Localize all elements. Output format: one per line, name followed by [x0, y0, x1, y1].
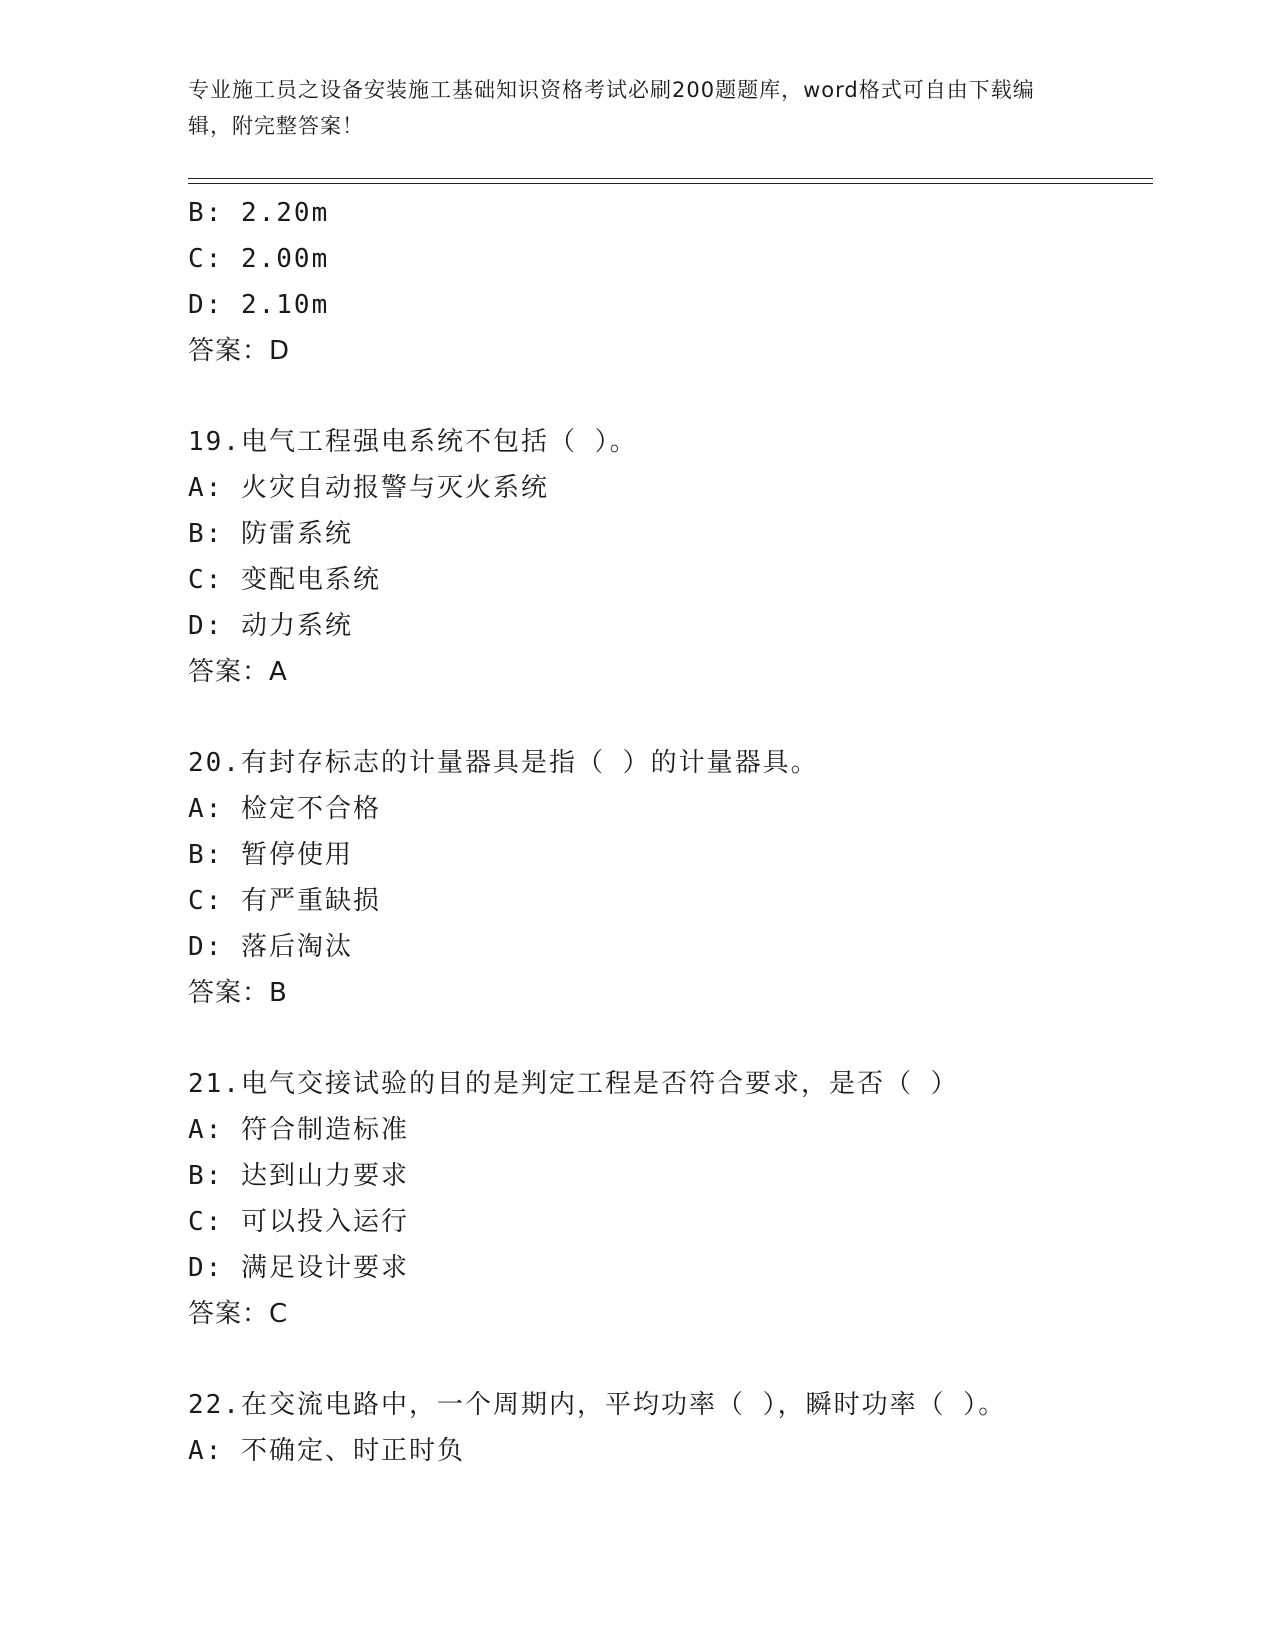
option-d: D: 动力系统 [188, 611, 353, 641]
option-a: A: 符合制造标准 [188, 1115, 409, 1145]
answer-line: 答案：B [188, 978, 288, 1008]
question-stem: 19.电气工程强电系统不包括（ ）。 [188, 427, 638, 457]
question-22 [188, 1382, 1148, 1474]
option-b: B: 暂停使用 [188, 840, 353, 870]
option-a: A: 检定不合格 [188, 794, 381, 824]
question-stem: 21.电气交接试验的目的是判定工程是否符合要求，是否（ ） [188, 1069, 959, 1099]
header-divider-bottom [188, 183, 1153, 184]
question-list [188, 190, 1148, 1474]
question-20 [188, 740, 1148, 1016]
option-d: D: 落后淘汰 [188, 932, 353, 962]
option-d: D: 2.10m [188, 290, 330, 320]
answer-line: 答案：C [188, 1299, 289, 1329]
option-c: C: 2.00m [188, 244, 330, 274]
option-d: D: 满足设计要求 [188, 1253, 409, 1283]
option-a: A: 不确定、时正时负 [188, 1436, 465, 1466]
question-21 [188, 1061, 1148, 1337]
option-a: A: 火灾自动报警与灭火系统 [188, 473, 549, 503]
spacer [188, 1337, 1148, 1382]
option-b: B: 防雷系统 [188, 519, 353, 549]
spacer [188, 374, 1148, 419]
question-19 [188, 419, 1148, 695]
option-c: C: 变配电系统 [188, 565, 381, 595]
document-header: 专业施工员之设备安装施工基础知识资格考试必刷200题题库，word格式可自由下载编辑，附完整答案！ [188, 78, 1035, 138]
question-stem: 22.在交流电路中，一个周期内，平均功率（ ），瞬时功率（ ）。 [188, 1390, 1007, 1420]
spacer [188, 1016, 1148, 1061]
option-c: C: 有严重缺损 [188, 886, 381, 916]
header-divider-top [188, 178, 1153, 179]
option-b: B: 2.20m [188, 198, 330, 228]
option-c: C: 可以投入运行 [188, 1207, 409, 1237]
answer-line: 答案：D [188, 336, 291, 366]
spacer [188, 695, 1148, 740]
question-18-continuation [188, 190, 1148, 374]
question-stem: 20.有封存标志的计量器具是指（ ）的计量器具。 [188, 748, 819, 778]
answer-line: 答案：A [188, 657, 288, 687]
option-b: B: 达到山力要求 [188, 1161, 409, 1191]
